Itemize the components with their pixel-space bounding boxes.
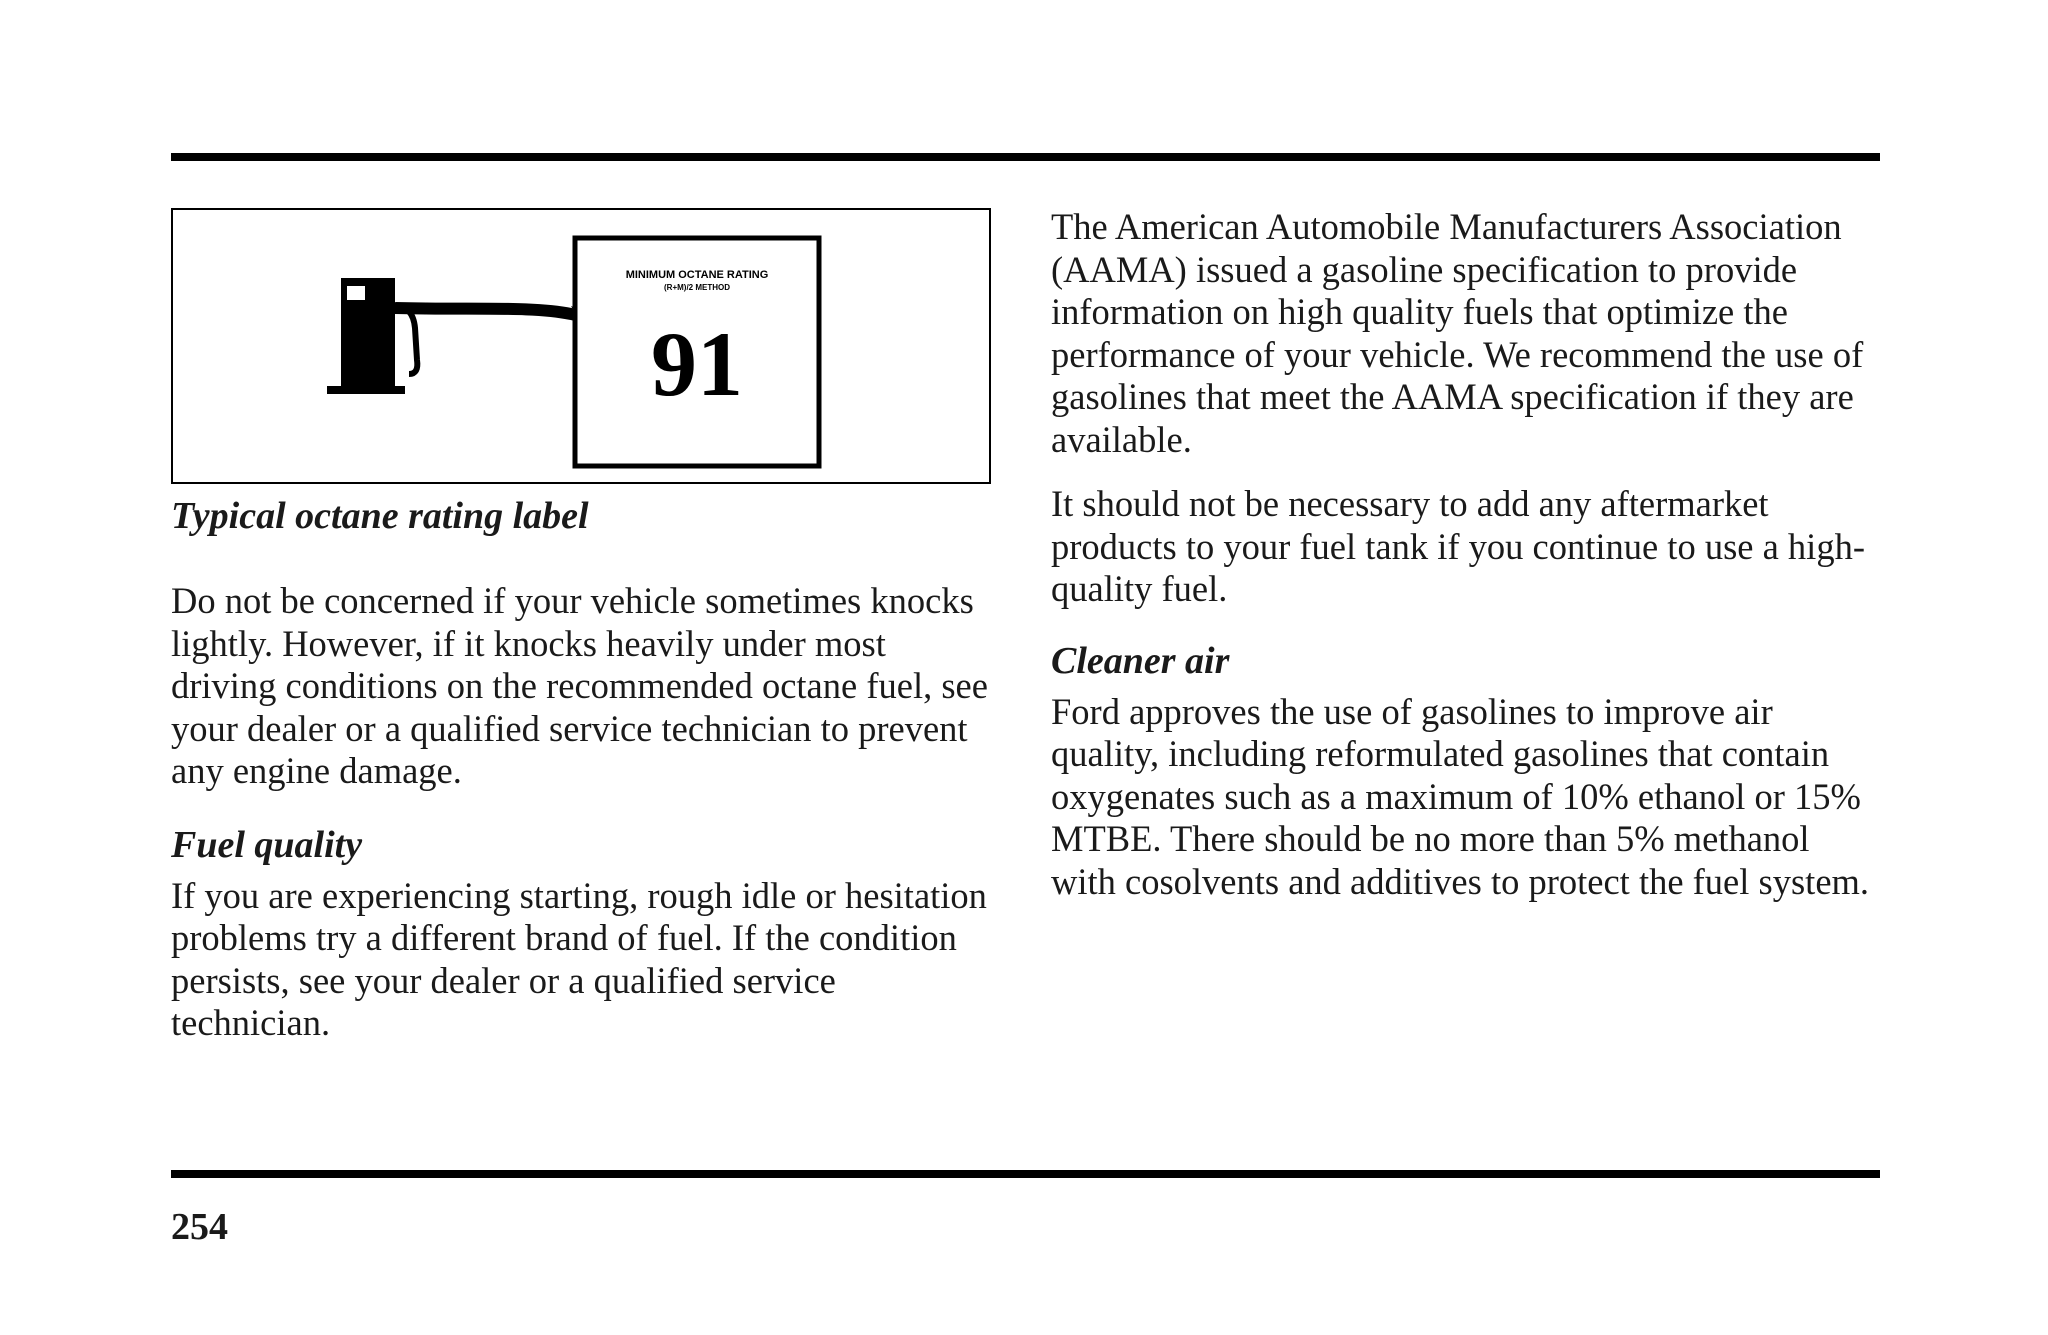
- left-column: [171, 208, 991, 1045]
- aama-paragraph: The American Automobile Manufacturers Association (AAMA) issued a gasoline specification to provide information on high quality fuels that optimize the performance of your vehicle. We recommend the use of gasolines that meet the AAMA specification if they are available.: [1051, 206, 1864, 460]
- knock-paragraph: Do not be concerned if your vehicle sometimes knocks lightly. However, if it knocks heavily under most driving conditions on the recommended octane fuel, see your dealer or a qualified service technician to prevent any engine damage.: [171, 580, 988, 791]
- fuel-quality-heading: Fuel quality: [171, 823, 363, 866]
- right-column: [1051, 206, 1881, 903]
- octane-rating-label: [575, 238, 819, 466]
- cleaner-air-heading: Cleaner air: [1051, 639, 1230, 682]
- fuel-pump-icon: [327, 278, 417, 394]
- label-heading-line1: MINIMUM OCTANE RATING: [625, 269, 769, 281]
- bottom-rule: [171, 1170, 1880, 1178]
- aftermarket-paragraph: It should not be necessary to add any aftermarket products to your fuel tank if you continue to use a high-quality fuel.: [1051, 483, 1865, 609]
- octane-label-illustration: [173, 210, 989, 482]
- top-rule: [171, 153, 1880, 161]
- octane-label-figure: [171, 208, 991, 484]
- octane-value: 91: [651, 313, 743, 415]
- page-number: 254: [171, 1206, 228, 1248]
- fuel-quality-paragraph: If you are experiencing starting, rough idle or hesitation problems try a different brand of fuel. If the condition persists, see your dealer or a qualified service technician.: [171, 874, 987, 1043]
- figure-caption: Typical octane rating label: [171, 495, 589, 537]
- cleaner-air-paragraph: Ford approves the use of gasolines to improve air quality, including reformulated gasolines that contain oxygenates such as a maximum of 10% ethanol or 15% MTBE. There should be no more than 5% methanol with cosolvents and additives to protect the fuel system.: [1051, 690, 1870, 902]
- label-heading-line2: (R+M)/2 METHOD: [664, 283, 730, 292]
